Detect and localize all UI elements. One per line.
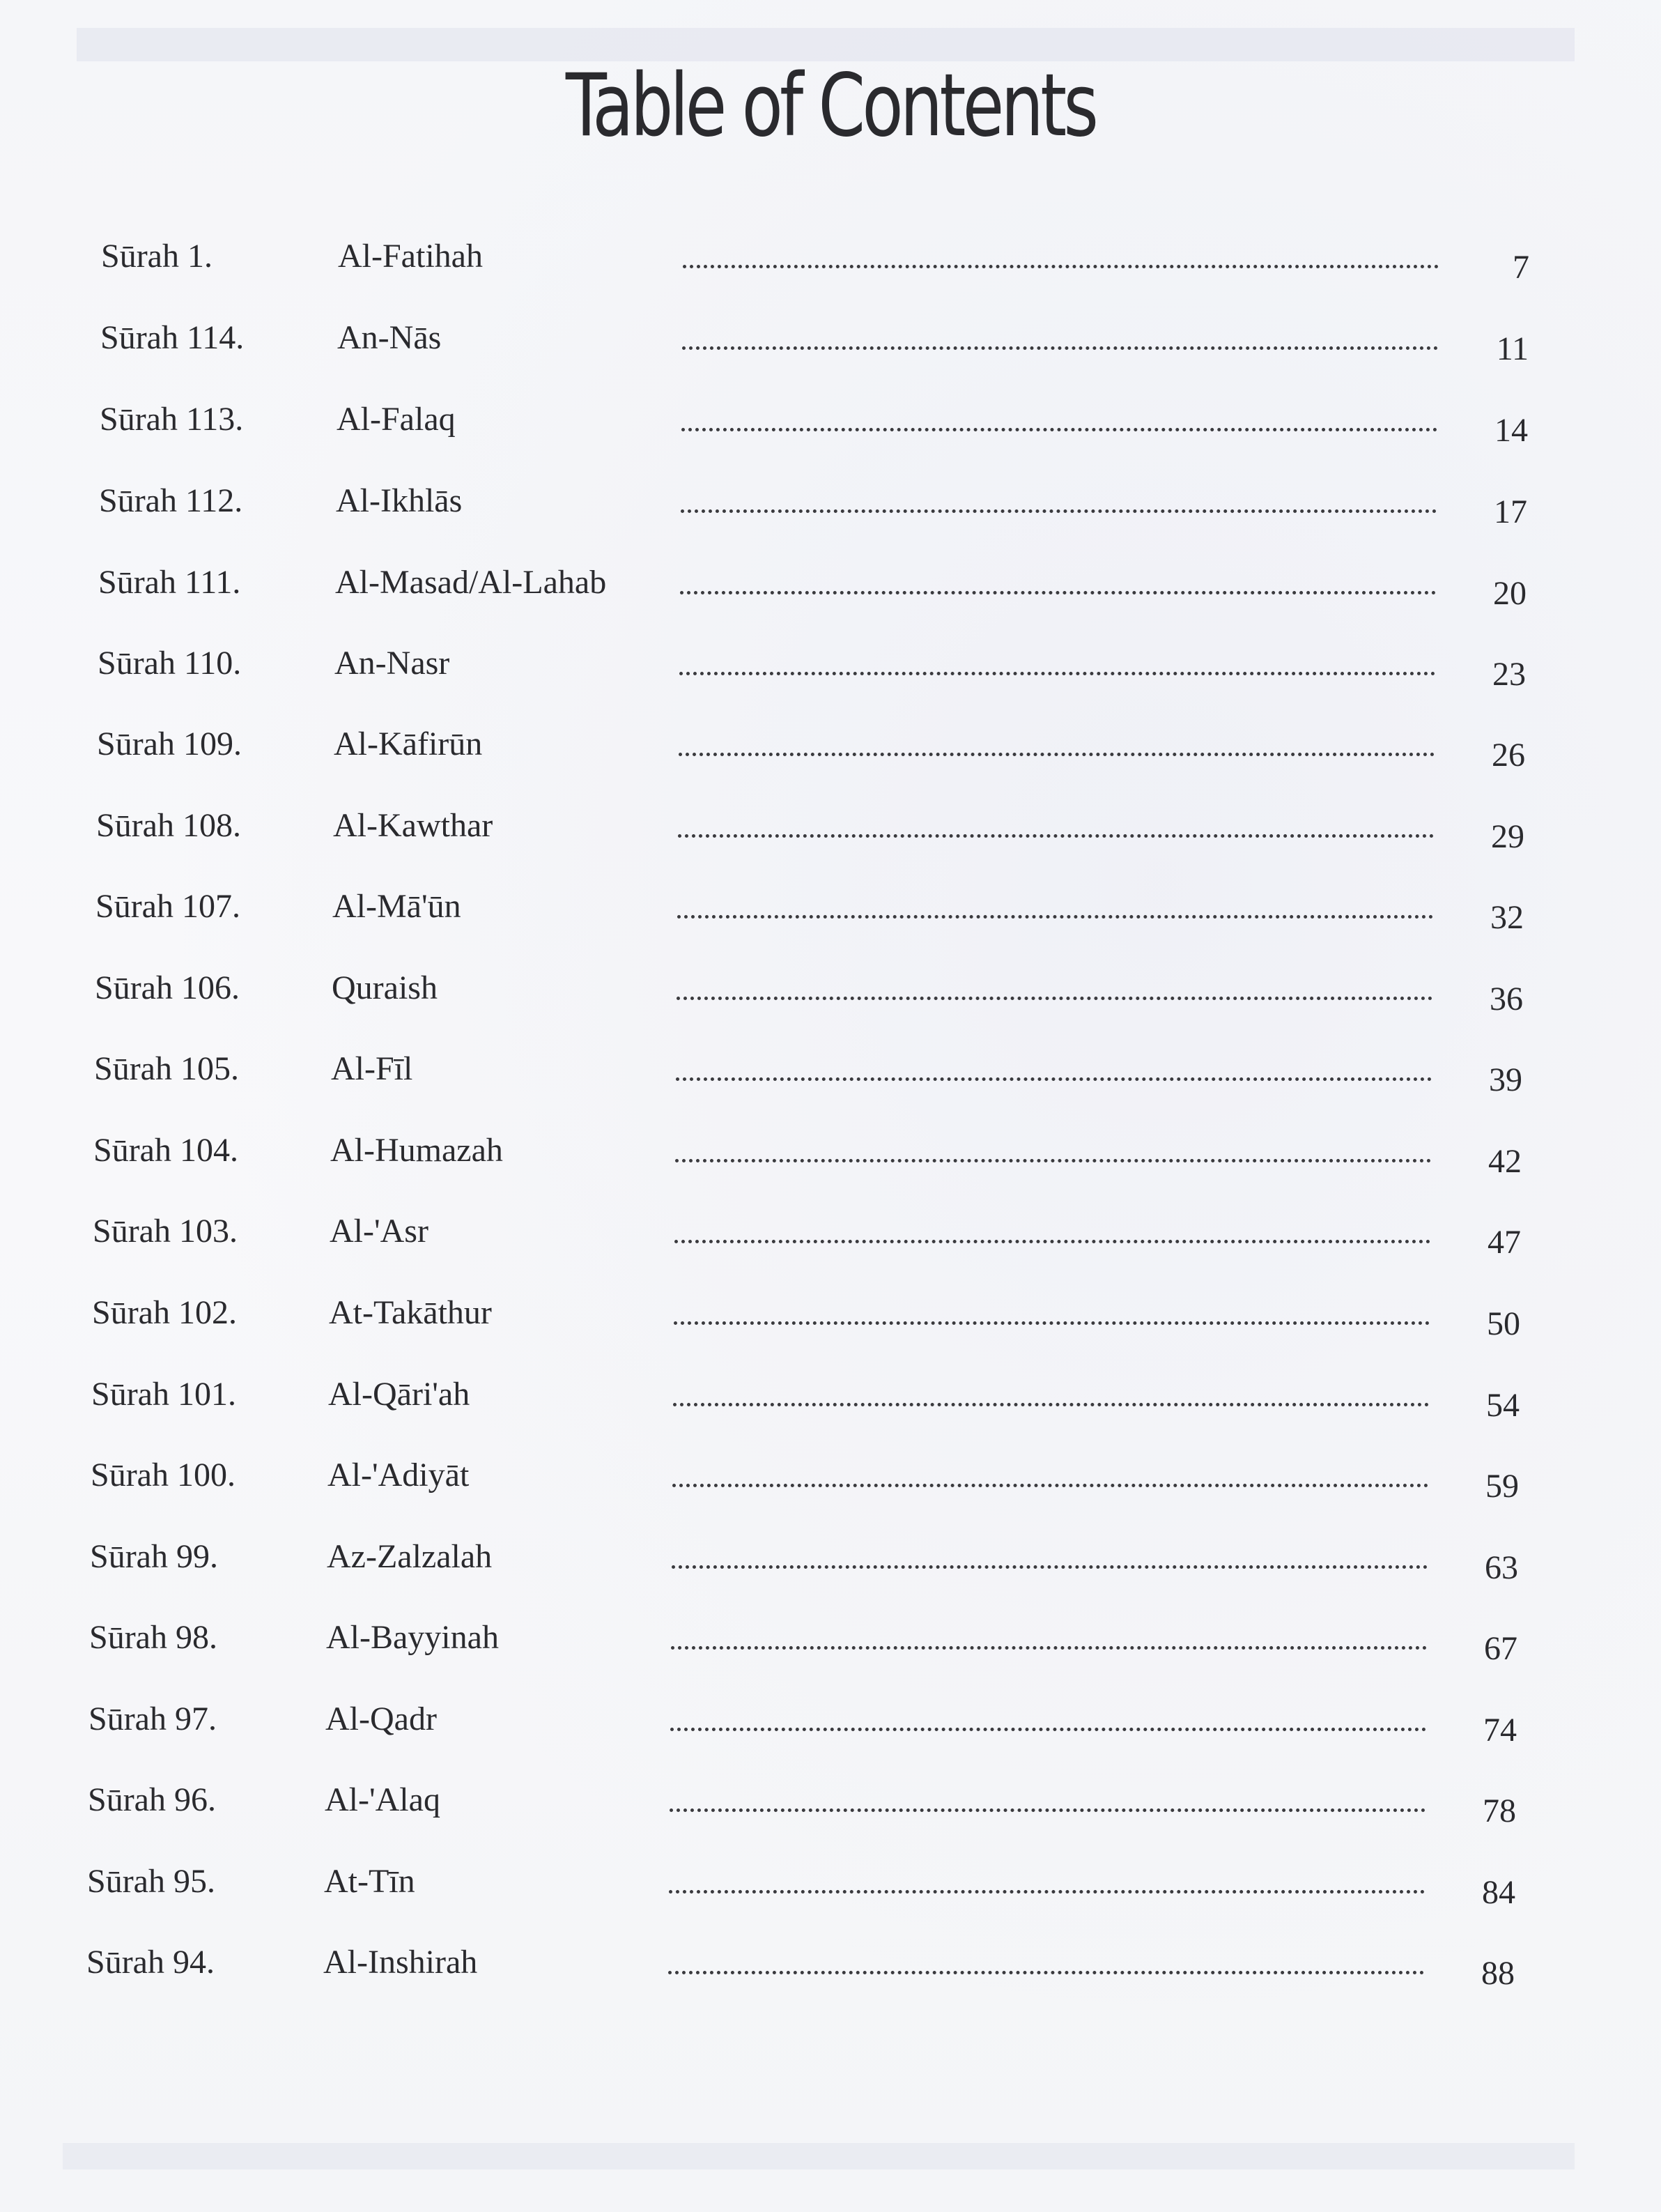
surah-name: Al-Qadr xyxy=(325,1700,437,1737)
dot-leader xyxy=(676,1077,1432,1081)
surah-name: Al-'Adiyāt xyxy=(327,1457,470,1493)
surah-number: Sūrah 112. xyxy=(99,482,243,519)
dot-leader xyxy=(680,591,1436,594)
surah-number: Sūrah 98. xyxy=(89,1619,217,1656)
page-number: 20 xyxy=(1493,575,1527,612)
surah-name: Al-Fatihah xyxy=(338,238,483,275)
surah-number: Sūrah 108. xyxy=(96,807,241,844)
surah-name: Al-Qāri'ah xyxy=(328,1376,470,1413)
page-number: 67 xyxy=(1484,1630,1517,1667)
dot-leader xyxy=(677,997,1432,1000)
surah-number: Sūrah 94. xyxy=(86,1944,215,1981)
dot-leader xyxy=(678,834,1434,838)
page-number: 74 xyxy=(1483,1712,1517,1749)
page-number: 14 xyxy=(1494,412,1528,449)
page-number: 36 xyxy=(1490,981,1523,1017)
surah-name: Al-Falaq xyxy=(337,401,456,438)
page-number: 88 xyxy=(1481,1955,1515,1992)
dot-leader xyxy=(681,428,1437,431)
surah-number: Sūrah 96. xyxy=(88,1781,216,1818)
surah-number: Sūrah 107. xyxy=(95,888,240,925)
page-number: 63 xyxy=(1485,1549,1518,1586)
surah-number: Sūrah 114. xyxy=(100,319,245,356)
surah-name: An-Nasr xyxy=(334,645,450,682)
surah-number: Sūrah 102. xyxy=(92,1294,237,1331)
surah-name: Al-Ikhlās xyxy=(336,482,463,519)
page-number: 39 xyxy=(1489,1061,1522,1098)
page-number: 84 xyxy=(1482,1874,1515,1911)
surah-number: Sūrah 99. xyxy=(90,1538,218,1575)
page-number: 23 xyxy=(1492,656,1526,693)
page-number: 42 xyxy=(1488,1143,1522,1180)
dot-leader xyxy=(671,1646,1427,1650)
page-number: 47 xyxy=(1488,1224,1521,1261)
dot-leader xyxy=(669,1890,1425,1894)
dot-leader xyxy=(670,1808,1426,1812)
surah-number: Sūrah 109. xyxy=(97,725,242,762)
surah-number: Sūrah 106. xyxy=(95,969,240,1006)
page-number: 7 xyxy=(1513,249,1529,286)
surah-number: Sūrah 97. xyxy=(88,1700,217,1737)
page-number: 29 xyxy=(1491,818,1524,855)
dot-leader xyxy=(673,1403,1429,1406)
dot-leader xyxy=(674,1321,1430,1325)
surah-number: Sūrah 104. xyxy=(93,1132,238,1169)
page-number: 54 xyxy=(1486,1387,1520,1424)
surah-number: Sūrah 111. xyxy=(98,564,241,601)
surah-name: Al-Humazah xyxy=(330,1132,503,1169)
dot-leader xyxy=(677,915,1433,919)
page-title: Table of Contents xyxy=(565,56,1096,156)
surah-name: Al-Kawthar xyxy=(333,807,493,844)
dot-leader xyxy=(681,509,1437,513)
surah-name: Al-Kāfirūn xyxy=(334,725,483,762)
dot-leader xyxy=(674,1240,1430,1243)
surah-number: Sūrah 113. xyxy=(100,401,244,438)
page-number: 17 xyxy=(1494,493,1527,530)
surah-name: Az-Zalzalah xyxy=(327,1538,493,1575)
surah-name: Quraish xyxy=(332,969,438,1006)
surah-number: Sūrah 101. xyxy=(91,1376,236,1413)
surah-name: Al-'Asr xyxy=(330,1213,428,1250)
page-number: 78 xyxy=(1483,1792,1516,1829)
surah-name: At-Tīn xyxy=(324,1863,415,1900)
surah-name: An-Nās xyxy=(337,319,442,356)
page-number: 32 xyxy=(1490,899,1524,936)
page-number: 26 xyxy=(1492,737,1525,774)
dot-leader xyxy=(679,672,1435,675)
surah-number: Sūrah 105. xyxy=(94,1050,239,1087)
surah-name: Al-Bayyinah xyxy=(326,1619,499,1656)
surah-name: Al-Inshirah xyxy=(323,1944,478,1981)
surah-number: Sūrah 110. xyxy=(98,645,242,682)
dot-leader xyxy=(675,1159,1431,1162)
surah-name: At-Takāthur xyxy=(329,1294,492,1331)
dot-leader xyxy=(668,1971,1424,1974)
page-number: 50 xyxy=(1487,1305,1520,1342)
surah-name: Al-Fīl xyxy=(331,1050,413,1087)
dot-leader xyxy=(672,1565,1428,1569)
dot-leader xyxy=(683,265,1439,268)
dot-leader xyxy=(672,1484,1428,1487)
dot-leader xyxy=(679,753,1435,756)
surah-number: Sūrah 103. xyxy=(93,1213,238,1250)
dot-leader xyxy=(682,346,1438,350)
surah-number: Sūrah 1. xyxy=(101,238,213,275)
surah-number: Sūrah 100. xyxy=(91,1457,235,1493)
dot-leader xyxy=(670,1728,1426,1731)
surah-name: Al-Masad/Al-Lahab xyxy=(335,564,607,601)
page-number: 59 xyxy=(1485,1468,1519,1505)
surah-name: Al-Mā'ūn xyxy=(332,888,461,925)
surah-name: Al-'Alaq xyxy=(325,1781,440,1818)
surah-number: Sūrah 95. xyxy=(87,1863,215,1900)
page-number: 11 xyxy=(1496,330,1529,367)
